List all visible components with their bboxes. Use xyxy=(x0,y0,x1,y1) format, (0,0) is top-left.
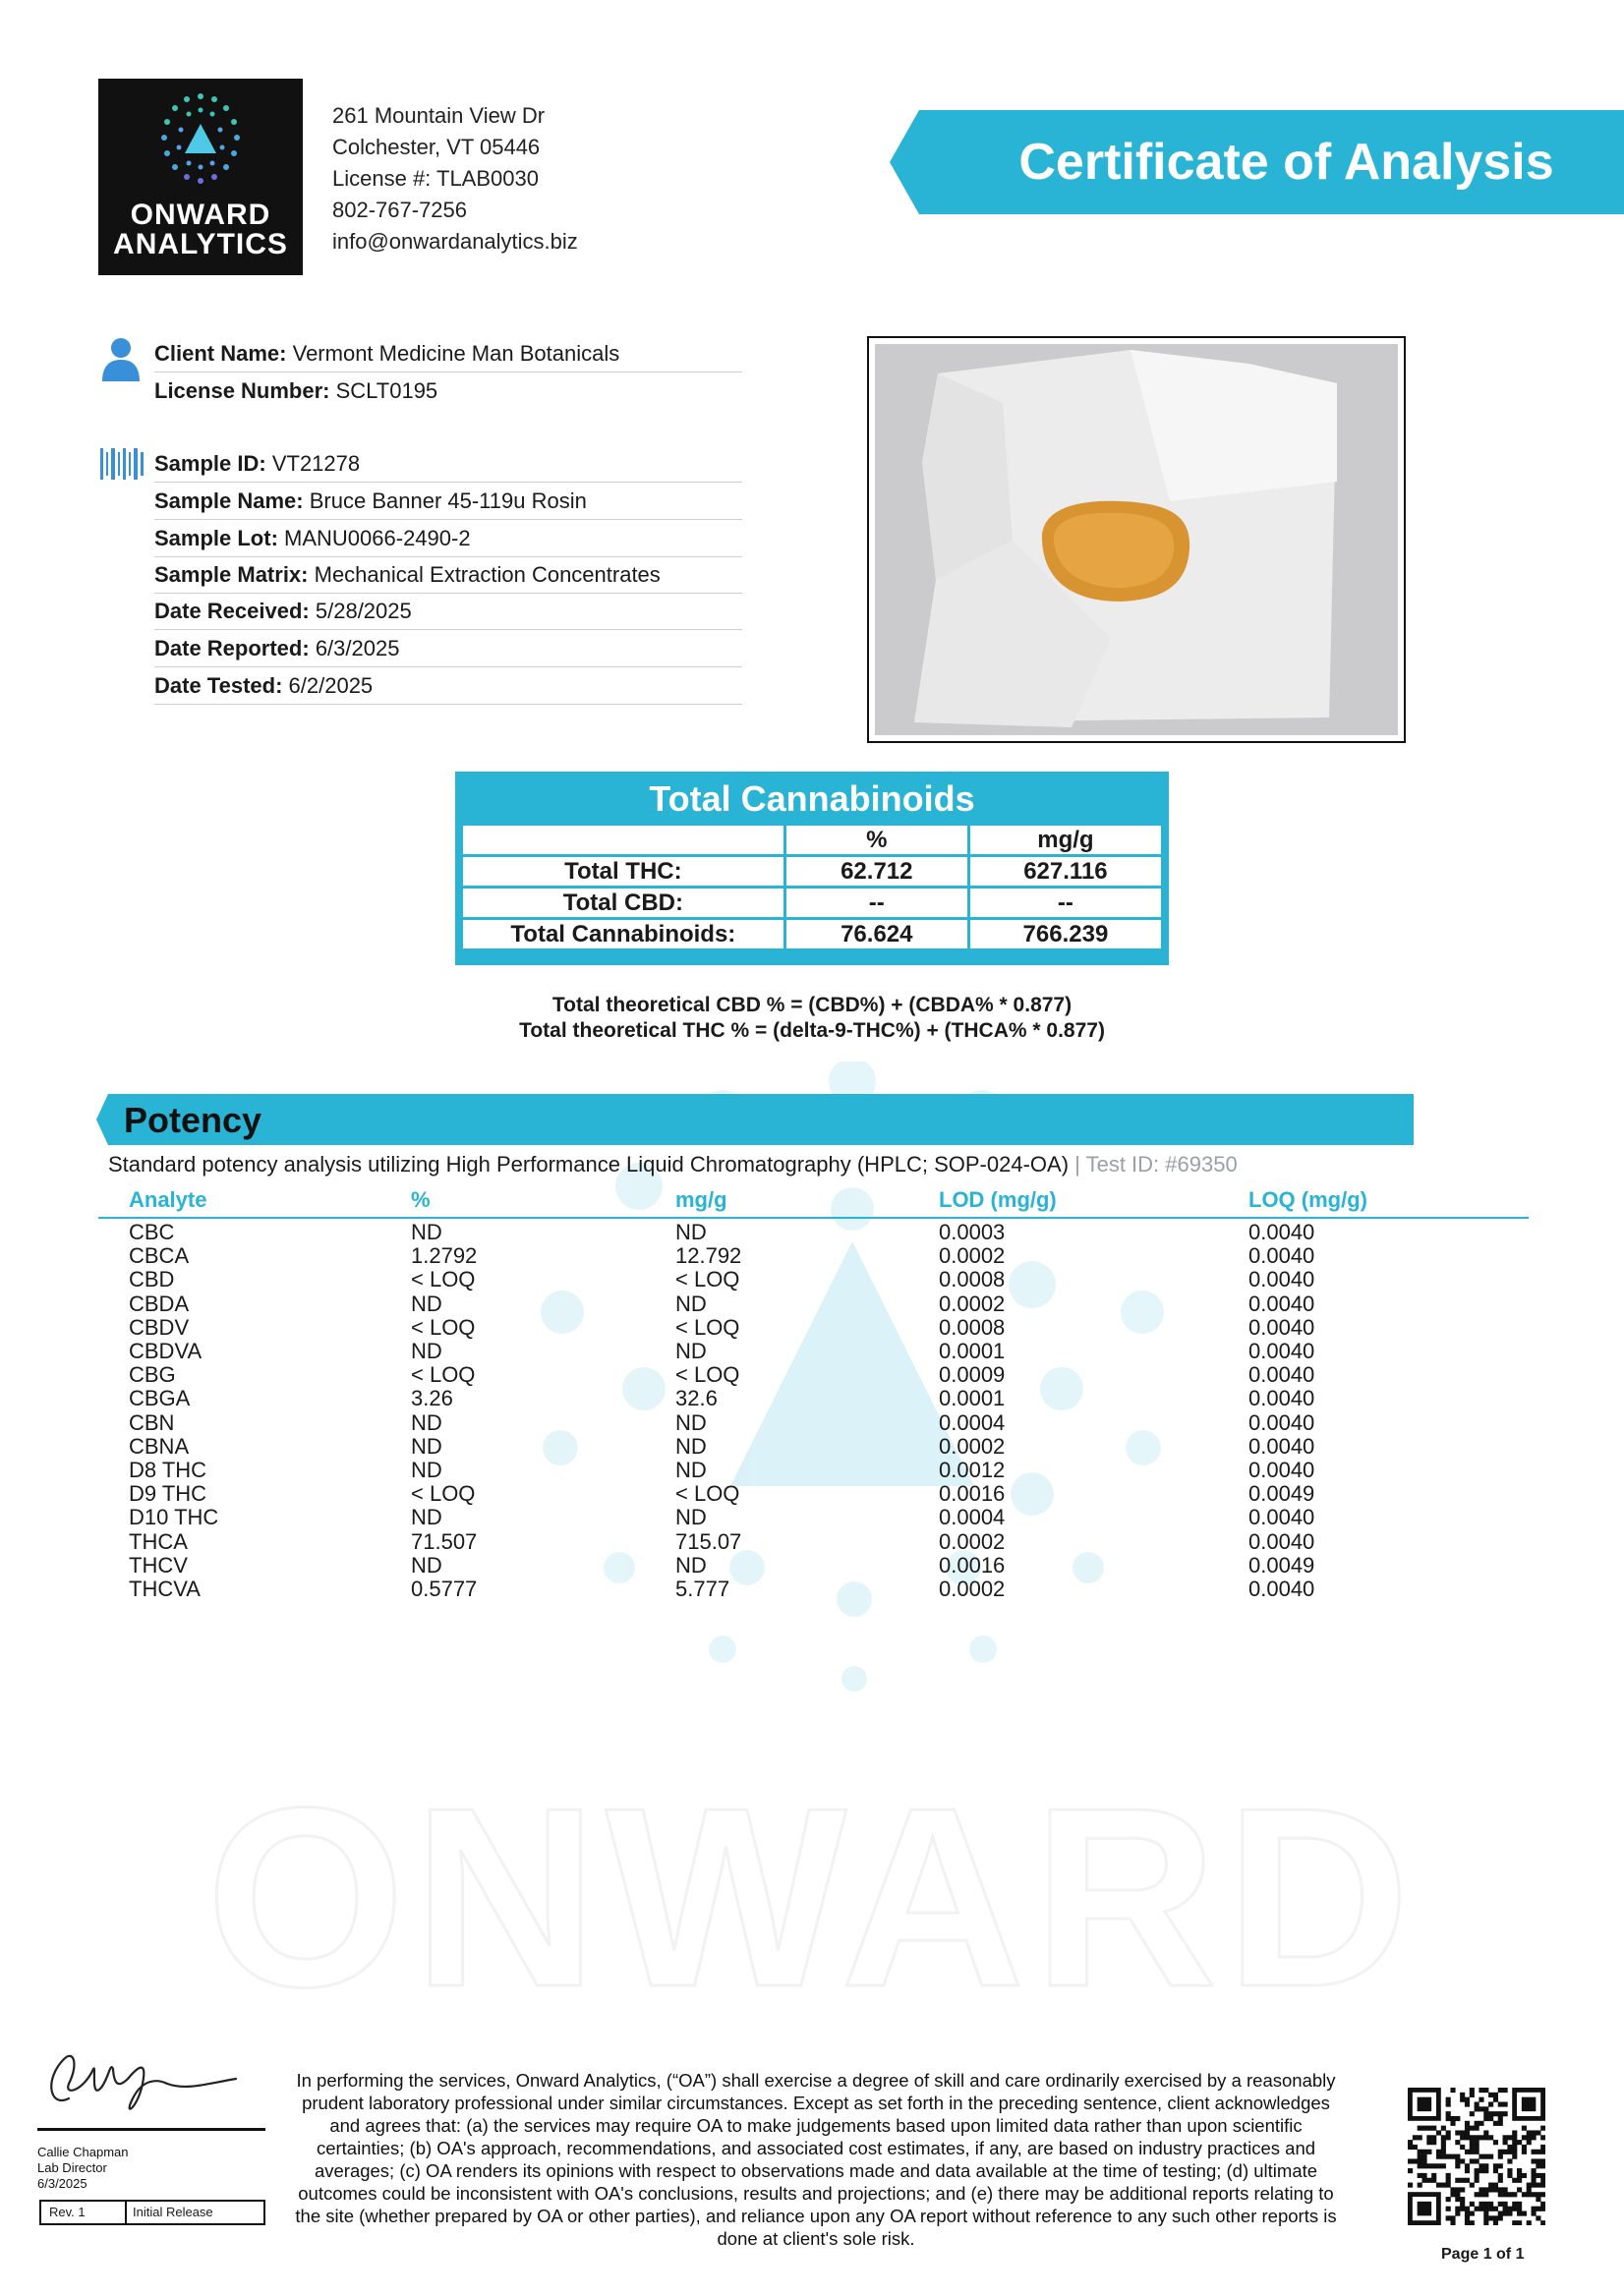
table-row xyxy=(0,1435,1624,1459)
cell-lod: 0.0008 xyxy=(939,1314,1006,1340)
sample-lot: MANU0066-2490-2 xyxy=(284,526,471,550)
cell-mg: ND xyxy=(675,1433,707,1459)
table-row xyxy=(0,1530,1624,1554)
formula-notes xyxy=(0,993,1624,1044)
column-header-pct: % xyxy=(784,825,968,856)
column-header-analyte: Analyte xyxy=(129,1187,207,1212)
client-name-row xyxy=(154,336,742,373)
date-tested-label: Date Tested: xyxy=(154,673,283,698)
row-label: Total CBD: xyxy=(462,888,785,919)
sample-name: Bruce Banner 45-119u Rosin xyxy=(309,488,587,513)
logo-text-onward: ONWARD xyxy=(130,199,271,231)
page-number: Page 1 of 1 xyxy=(1441,2246,1525,2263)
cell-loq: 0.0040 xyxy=(1248,1314,1315,1340)
client-license: SCLT0195 xyxy=(335,378,438,403)
cell-lod: 0.0002 xyxy=(939,1577,1006,1601)
cell-analyte: CBD xyxy=(129,1267,175,1292)
sample-matrix-label: Sample Matrix: xyxy=(154,562,309,587)
cell-pct: ND xyxy=(411,1458,442,1482)
date-reported: 6/3/2025 xyxy=(315,636,400,660)
cell-mg: ND xyxy=(675,1505,707,1530)
table-row xyxy=(0,1459,1624,1482)
cell-pct: ND xyxy=(411,1552,442,1578)
table-row xyxy=(0,1578,1624,1601)
cell-loq: 0.0040 xyxy=(1248,1433,1315,1459)
total-cannabinoids-panel xyxy=(455,772,1169,965)
sample-id-row xyxy=(154,446,742,483)
cell-mg: ND xyxy=(675,1291,707,1316)
formula-thc: Total theoretical THC % = (delta-9-THC%) + (THCA% * 0.877) xyxy=(519,1019,1105,1042)
date-received-row xyxy=(154,594,742,630)
cell-lod: 0.0001 xyxy=(939,1386,1006,1411)
cell-lod: 0.0002 xyxy=(939,1291,1006,1316)
value-mg: 627.116 xyxy=(968,856,1162,888)
date-received: 5/28/2025 xyxy=(315,599,412,623)
sample-matrix: Mechanical Extraction Concentrates xyxy=(314,562,661,587)
potency-table xyxy=(0,1221,1624,1604)
cell-analyte: CBC xyxy=(129,1220,175,1244)
potency-table-header xyxy=(98,1185,1529,1219)
cell-lod: 0.0016 xyxy=(939,1481,1006,1507)
address-license: License #: TLAB0030 xyxy=(332,166,539,191)
cell-loq: 0.0049 xyxy=(1248,1481,1315,1507)
value-pct: 76.624 xyxy=(784,919,968,950)
address-phone: 802-767-7256 xyxy=(332,198,468,222)
value-pct: -- xyxy=(784,888,968,919)
date-reported-label: Date Reported: xyxy=(154,636,310,660)
cell-lod: 0.0003 xyxy=(939,1220,1006,1244)
table-row xyxy=(462,856,1163,888)
cell-pct: 71.507 xyxy=(411,1528,478,1554)
signatory-title: Lab Director xyxy=(37,2160,107,2175)
cell-loq: 0.0040 xyxy=(1248,1243,1315,1269)
cell-pct: < LOQ xyxy=(411,1314,476,1340)
potency-banner xyxy=(96,1094,1414,1145)
barcode-icon xyxy=(100,448,144,480)
cell-mg: ND xyxy=(675,1552,707,1578)
cell-analyte: D10 THC xyxy=(129,1505,219,1530)
sample-matrix-row xyxy=(154,557,742,594)
client-license-label: License Number: xyxy=(154,378,330,403)
cell-lod: 0.0004 xyxy=(939,1505,1006,1530)
cell-analyte: D8 THC xyxy=(129,1458,207,1482)
cell-analyte: CBCA xyxy=(129,1243,190,1269)
column-header-pct: % xyxy=(411,1187,431,1212)
cell-mg: < LOQ xyxy=(675,1267,740,1292)
person-icon xyxy=(100,336,142,381)
document-title: Certificate of Analysis xyxy=(1018,134,1554,191)
sample-name-label: Sample Name: xyxy=(154,488,304,513)
signatory-date: 6/3/2025 xyxy=(37,2176,87,2191)
client-name-label: Client Name: xyxy=(154,341,287,366)
signature xyxy=(39,2039,246,2128)
table-row xyxy=(0,1411,1624,1435)
method-description: Standard potency analysis utilizing High Performance Liquid Chromatography (HPLC; SOP-024-OA) xyxy=(108,1152,1070,1177)
logo-text-analytics: ANALYTICS xyxy=(113,228,288,260)
cell-loq: 0.0040 xyxy=(1248,1267,1315,1292)
cell-lod: 0.0008 xyxy=(939,1267,1006,1292)
test-id: | Test ID: #69350 xyxy=(1074,1152,1238,1177)
address-city: Colchester, VT 05446 xyxy=(332,135,541,159)
watermark-text: ONWARD xyxy=(205,1755,1419,2040)
cell-loq: 0.0040 xyxy=(1248,1505,1315,1530)
lab-address xyxy=(332,100,578,258)
cell-pct: 3.26 xyxy=(411,1386,453,1411)
cell-analyte: D9 THC xyxy=(129,1481,207,1507)
signature-line xyxy=(37,2128,265,2131)
address-email: info@onwardanalytics.biz xyxy=(332,229,578,254)
total-cannabinoids-table xyxy=(460,823,1164,951)
cell-mg: 12.792 xyxy=(675,1243,742,1269)
cell-pct: ND xyxy=(411,1220,442,1244)
row-label: Total THC: xyxy=(462,856,785,888)
disclaimer-text: In performing the services, Onward Analytics, (“OA”) shall exercise a degree of skill and care ordinarily exercised by a reasonably prudent laboratory professional under similar circumstances. Except as set forth in the preceding sentence, client acknowledges and agrees that: (a) the services may require OA to make judgements based upon limited data rather than upon scientific certainties; (b) OA's approach, recommendations, and associated cost estimates, if any, are based on industry practices and averages; (c) OA renders its opinions with respect to observations made and data available at the time of testing; (d) ultimate outcomes could be inconsistent with OA's conclusions, results and projections; and (e) there may be additional reports relating to the site (whether prepared by OA or other parties), and reliance upon any OA report without reference to any such other reports is done at client's sole risk. xyxy=(295,2070,1337,2249)
cell-lod: 0.0016 xyxy=(939,1552,1006,1578)
table-row xyxy=(0,1387,1624,1410)
table-cell xyxy=(462,825,785,856)
company-logo xyxy=(98,79,303,275)
cell-analyte: CBG xyxy=(129,1362,176,1388)
cell-pct: ND xyxy=(411,1505,442,1530)
sample-name-row xyxy=(154,484,742,520)
logo-dots-icon xyxy=(147,90,254,199)
cell-loq: 0.0040 xyxy=(1248,1386,1315,1411)
address-street: 261 Mountain View Dr xyxy=(332,103,546,128)
cell-loq: 0.0040 xyxy=(1248,1409,1315,1435)
total-cannabinoids-title: Total Cannabinoids xyxy=(649,778,975,819)
cell-loq: 0.0040 xyxy=(1248,1339,1315,1363)
cell-lod: 0.0012 xyxy=(939,1458,1006,1482)
cell-pct: < LOQ xyxy=(411,1362,476,1388)
sample-id-label: Sample ID: xyxy=(154,451,266,476)
certificate-banner xyxy=(890,110,1624,214)
signatory-name: Callie Chapman xyxy=(37,2145,129,2159)
cell-pct: ND xyxy=(411,1409,442,1435)
cell-pct: < LOQ xyxy=(411,1267,476,1292)
value-mg: 766.239 xyxy=(968,919,1162,950)
table-row xyxy=(0,1244,1624,1268)
cell-mg: < LOQ xyxy=(675,1481,740,1507)
cell-mg: < LOQ xyxy=(675,1362,740,1388)
cell-analyte: CBN xyxy=(129,1409,175,1435)
potency-description xyxy=(108,1150,1238,1179)
cell-mg: 715.07 xyxy=(675,1528,742,1554)
cell-analyte: THCV xyxy=(129,1552,188,1578)
signatory-info xyxy=(37,2145,129,2192)
column-header-mg: mg/g xyxy=(675,1187,727,1212)
revision-label: Rev. 1 xyxy=(49,2205,86,2219)
qr-code-icon xyxy=(1408,2088,1545,2225)
value-mg: -- xyxy=(968,888,1162,919)
cell-mg: < LOQ xyxy=(675,1314,740,1340)
table-row xyxy=(0,1292,1624,1316)
table-row xyxy=(462,888,1163,919)
cell-loq: 0.0040 xyxy=(1248,1291,1315,1316)
cell-loq: 0.0040 xyxy=(1248,1577,1315,1601)
cell-analyte: CBDV xyxy=(129,1314,190,1340)
cell-mg: ND xyxy=(675,1220,707,1244)
cell-pct: 0.5777 xyxy=(411,1577,478,1601)
cell-lod: 0.0001 xyxy=(939,1339,1006,1363)
cell-analyte: THCA xyxy=(129,1528,188,1554)
table-row xyxy=(0,1221,1624,1244)
cell-lod: 0.0004 xyxy=(939,1409,1006,1435)
cell-lod: 0.0002 xyxy=(939,1433,1006,1459)
cell-pct: ND xyxy=(411,1291,442,1316)
date-reported-row xyxy=(154,631,742,667)
sample-lot-label: Sample Lot: xyxy=(154,526,278,550)
table-row xyxy=(0,1554,1624,1578)
cell-loq: 0.0040 xyxy=(1248,1362,1315,1388)
cell-lod: 0.0002 xyxy=(939,1528,1006,1554)
table-row xyxy=(0,1363,1624,1387)
cell-analyte: CBGA xyxy=(129,1386,191,1411)
cell-mg: ND xyxy=(675,1458,707,1482)
table-row xyxy=(0,1316,1624,1340)
date-received-label: Date Received: xyxy=(154,599,310,623)
table-row xyxy=(0,1482,1624,1506)
sample-photo xyxy=(867,336,1406,743)
table-row xyxy=(462,919,1163,950)
sample-lot-row xyxy=(154,521,742,557)
date-tested-row xyxy=(154,668,742,705)
cell-lod: 0.0009 xyxy=(939,1362,1006,1388)
table-row xyxy=(0,1340,1624,1363)
date-tested: 6/2/2025 xyxy=(288,673,374,698)
revision-box xyxy=(39,2200,265,2225)
cell-loq: 0.0049 xyxy=(1248,1552,1315,1578)
revision-note: Initial Release xyxy=(133,2205,213,2219)
table-row xyxy=(0,1506,1624,1529)
cell-mg: ND xyxy=(675,1409,707,1435)
cell-analyte: THCVA xyxy=(129,1577,201,1601)
client-license-row xyxy=(154,373,742,409)
cell-mg: 5.777 xyxy=(675,1577,730,1601)
cell-analyte: CBDVA xyxy=(129,1339,203,1363)
cell-lod: 0.0002 xyxy=(939,1243,1006,1269)
cell-mg: ND xyxy=(675,1339,707,1363)
table-header-row xyxy=(462,825,1163,856)
cell-mg: 32.6 xyxy=(675,1386,718,1411)
cell-loq: 0.0040 xyxy=(1248,1458,1315,1482)
cell-pct: < LOQ xyxy=(411,1481,476,1507)
column-header-loq: LOQ (mg/g) xyxy=(1248,1187,1367,1212)
cell-analyte: CBDA xyxy=(129,1291,190,1316)
sample-id: VT21278 xyxy=(271,451,361,476)
row-label: Total Cannabinoids: xyxy=(462,919,785,950)
cell-loq: 0.0040 xyxy=(1248,1528,1315,1554)
column-header-mg: mg/g xyxy=(968,825,1162,856)
cell-pct: 1.2792 xyxy=(411,1243,478,1269)
section-title: Potency xyxy=(124,1100,262,1140)
value-pct: 62.712 xyxy=(784,856,968,888)
table-row xyxy=(0,1268,1624,1292)
cell-loq: 0.0040 xyxy=(1248,1220,1315,1244)
cell-pct: ND xyxy=(411,1433,442,1459)
client-name: Vermont Medicine Man Botanicals xyxy=(292,341,620,366)
cell-pct: ND xyxy=(411,1339,442,1363)
cell-analyte: CBNA xyxy=(129,1433,190,1459)
column-header-lod: LOD (mg/g) xyxy=(939,1187,1057,1212)
formula-cbd: Total theoretical CBD % = (CBD%) + (CBDA% * 0.877) xyxy=(551,994,1073,1016)
